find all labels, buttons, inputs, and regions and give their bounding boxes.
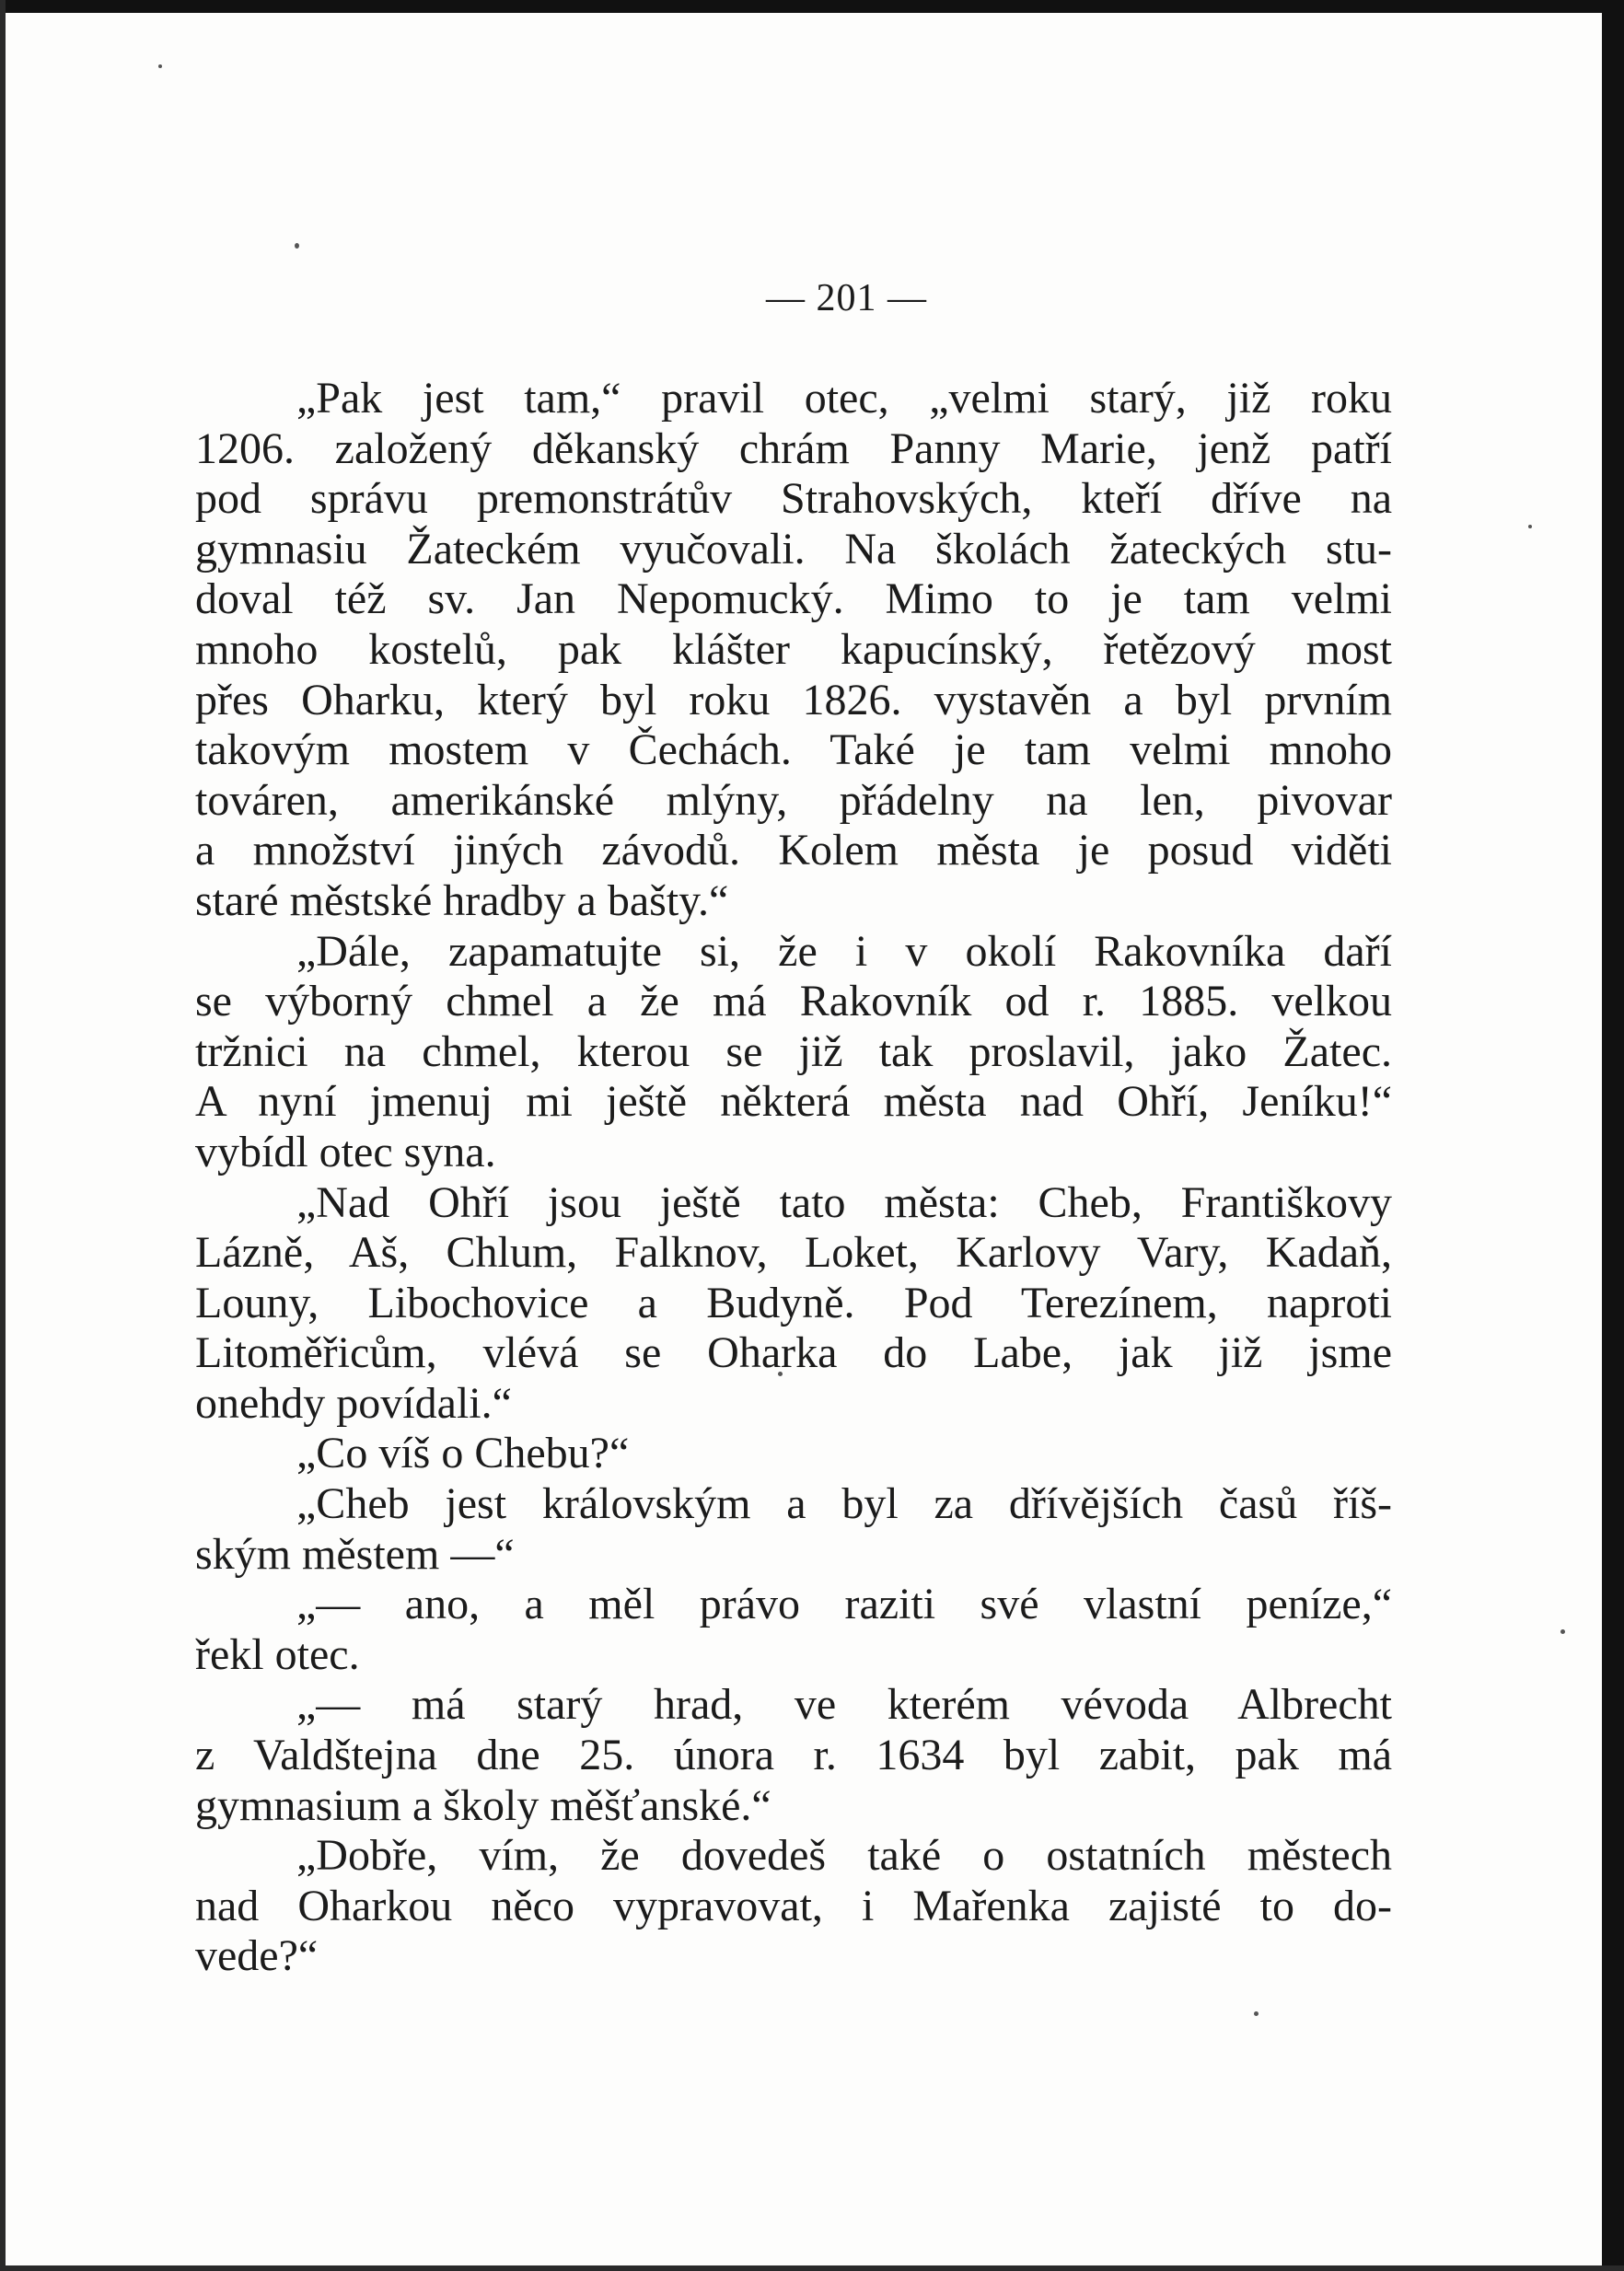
text-line: ským městem —“ xyxy=(195,1529,515,1579)
text-line: „— má starý hrad, ve kterém vévoda Albrecht xyxy=(296,1680,1392,1730)
text-line: Lázně, Aš, Chlum, Falknov, Loket, Karlovy Vary, Kadaň, xyxy=(195,1228,1392,1278)
text-line: Louny, Libochovice a Budyně. Pod Terezínem, naproti xyxy=(195,1278,1392,1327)
text-line: tržnici na chmel, kterou se již tak proslavil, jako Žatec. xyxy=(195,1026,1392,1076)
dust-speck xyxy=(295,243,299,249)
text-line: z Valdštejna dne 25. února r. 1634 byl zabit, pak má xyxy=(195,1731,1392,1780)
dust-speck xyxy=(1528,525,1532,528)
text-line: 1206. založený děkanský chrám Panny Marie, jenž patří xyxy=(195,423,1392,473)
scan-edge-bottom xyxy=(0,2265,1624,2271)
dust-speck xyxy=(1254,2011,1259,2016)
text-line: takovým mostem v Čechách. Také je tam velmi mnoho xyxy=(195,725,1392,775)
scan-edge-right xyxy=(1602,0,1624,2271)
text-line: A nyní jmenuj mi ještě některá města nad Ohří, Jeníku!“ xyxy=(195,1077,1392,1127)
scan-edge-left xyxy=(0,0,6,2271)
text-line: gymnasium a školy měšťanské.“ xyxy=(195,1780,771,1830)
text-line: nad Oharkou něco vypravovat, i Mařenka zajisté to do- xyxy=(195,1881,1392,1930)
text-line: vybídl otec syna. xyxy=(195,1127,496,1176)
text-line: onehdy povídali.“ xyxy=(195,1378,512,1428)
text-line: „Co víš o Chebu?“ xyxy=(296,1429,630,1478)
text-line: přes Oharku, který byl roku 1826. vystavěn a byl prvním xyxy=(195,675,1392,724)
text-line: a množství jiných závodů. Kolem města je posud viděti xyxy=(195,826,1392,875)
text-line: staré městské hradby a bašty.“ xyxy=(195,875,729,925)
text-line: „Dále, zapamatujte si, že i v okolí Rakovníka daří xyxy=(296,926,1392,976)
scan-edge-top xyxy=(0,0,1624,13)
text-line: řekl otec. xyxy=(195,1629,360,1679)
text-line: Litoměřicům, vlévá se Oharka do Labe, jak již jsme xyxy=(195,1328,1392,1378)
text-line: „Dobře, vím, že dovedeš také o ostatních městech xyxy=(296,1831,1392,1881)
dust-speck xyxy=(1560,1629,1565,1634)
text-line: „— ano, a měl právo raziti své vlastní peníze,“ xyxy=(296,1580,1392,1629)
text-line: továren, amerikánské mlýny, přádelny na len, pivovar xyxy=(195,775,1392,825)
text-line: „Cheb jest královským a byl za dřívějších časů říš- xyxy=(296,1479,1392,1529)
text-line: vede?“ xyxy=(195,1931,319,1981)
text-line: mnoho kostelů, pak klášter kapucínský, řetězový most xyxy=(195,624,1392,674)
text-line: gymnasiu Žateckém vyučovali. Na školách žateckých stu- xyxy=(195,524,1392,574)
text-line: „Pak jest tam,“ pravil otec, „velmi starý, již roku xyxy=(296,374,1392,423)
text-line: doval též sv. Jan Nepomucký. Mimo to je tam velmi xyxy=(195,574,1392,624)
body-text xyxy=(195,374,1392,1982)
page-number: — 201 — xyxy=(766,277,927,319)
text-line: „Nad Ohří jsou ještě tato města: Cheb, Františkovy xyxy=(296,1177,1392,1227)
dust-speck xyxy=(158,64,162,68)
text-line: pod správu premonstrátův Strahovských, kteří dříve na xyxy=(195,474,1392,524)
text-line: se výborný chmel a že má Rakovník od r. 1885. velkou xyxy=(195,977,1392,1026)
